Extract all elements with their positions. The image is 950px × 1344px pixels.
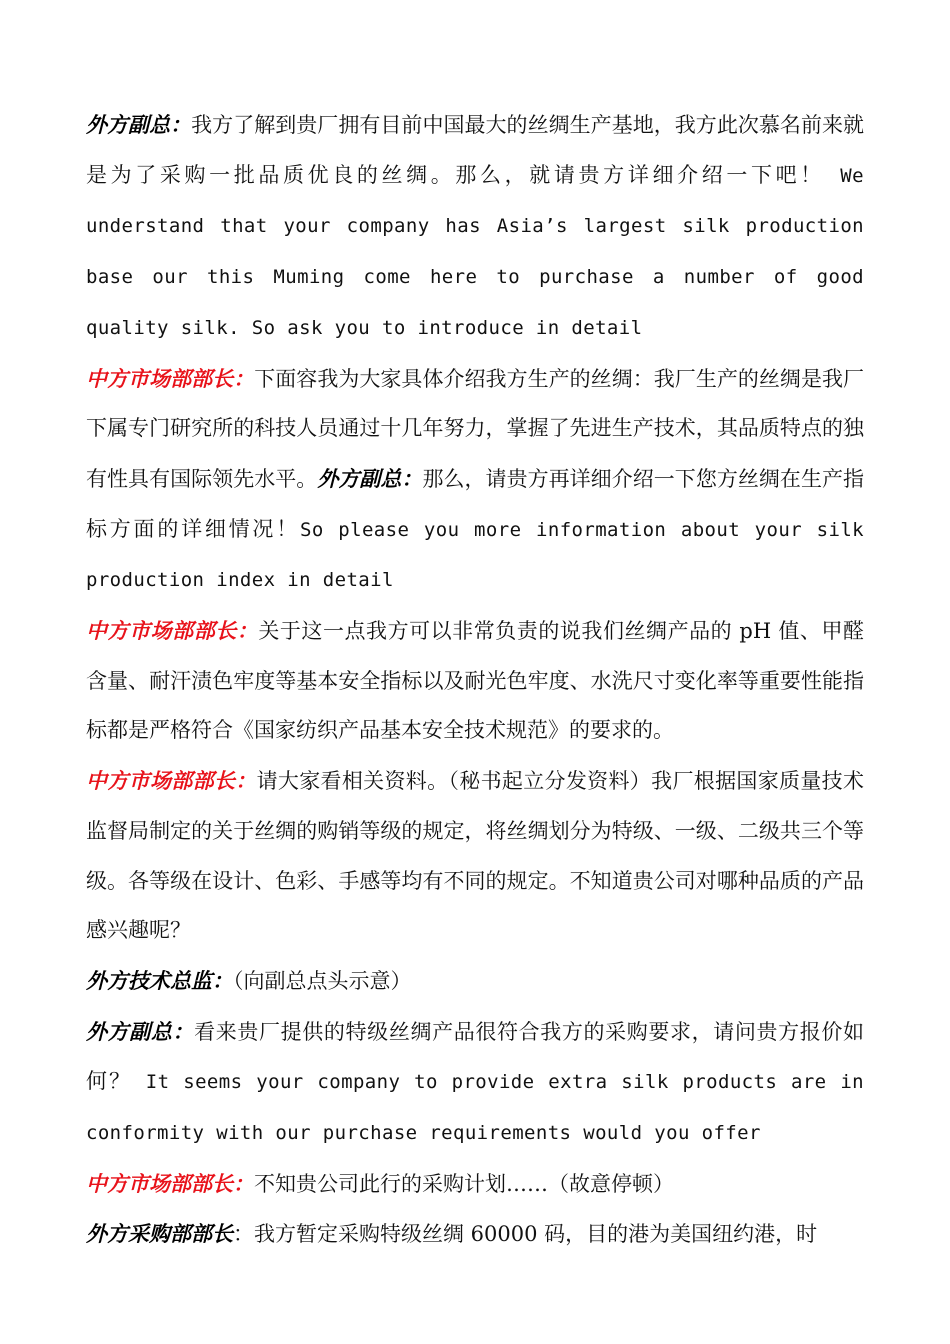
speaker-label-inline: 外方副总： — [317, 465, 423, 491]
document-body — [86, 100, 864, 1260]
dialogue-paragraph-4 — [86, 756, 864, 956]
dialogue-paragraph-7 — [86, 1159, 864, 1210]
english-translation: It seems your company to provide extra silk products are in conformity with our purchase requirements would you offer — [86, 1071, 864, 1145]
speaker-label: 中方市场部部长： — [86, 1170, 254, 1196]
dialogue-text: ：我方暂定采购特级丝绸 60000 码，目的港为美国纽约港，时 — [233, 1222, 818, 1247]
speaker-label: 中方市场部部长： — [86, 618, 259, 644]
dialogue-text: 请大家看相关资料。（秘书起立分发资料）我厂根据国家质量技术监督局制定的关于丝绸的购销等级的规定，将丝绸划分为特级、一级、二级共三个等级。各等级在设计、色彩、手感等均有不同的规定。不知道贵公司对哪种品质的产品感兴趣呢？ — [86, 769, 865, 943]
speaker-label: 外方采购部部长 — [86, 1221, 233, 1247]
dialogue-text: 下面容我为大家具体介绍我方生产的丝绸：我厂生产的丝绸是我厂下属专门研究所的科技人员通过十几年努力，掌握了先进生产技术，其品质特点的独有性具有国际领先水平。 — [86, 366, 865, 491]
dialogue-text: 看来贵厂提供的特级丝绸产品很符合我方的采购要求，请问贵方报价如何？ — [86, 1019, 865, 1094]
dialogue-paragraph-8 — [86, 1209, 864, 1260]
english-translation: So please you more information about your silk production index in detail — [86, 518, 865, 592]
speaker-label: 中方市场部部长： — [86, 365, 255, 391]
dialogue-paragraph-3 — [86, 606, 864, 756]
speaker-label: 外方技术总监： — [86, 967, 233, 993]
dialogue-paragraph-5 — [86, 956, 864, 1007]
dialogue-paragraph-1 — [86, 100, 864, 354]
speaker-label: 外方副总： — [86, 1018, 195, 1044]
dialogue-text-inline: 那么，请贵方再详细介绍一下您方丝绸在生产指标方面的详细情况！ — [86, 466, 865, 541]
dialogue-text: 我方了解到贵厂拥有目前中国最大的丝绸生产基地，我方此次慕名前来就是为了采购一批品质优良的丝绸。那么，就请贵方详细介绍一下吧！ — [86, 113, 864, 187]
speaker-label: 外方副总： — [86, 112, 192, 137]
dialogue-text: 不知贵公司此行的采购计划……（故意停顿） — [254, 1171, 674, 1196]
dialogue-text: 关于这一点我方可以非常负责的说我们丝绸产品的 pH 值、甲醛含量、耐汗渍色牢度等基本安全指标以及耐光色牢度、水洗尺寸变化率等重要性能指标都是严格符合《国家纺织产品基本安全技术规范》的要求的。 — [86, 619, 865, 743]
english-translation: We understand that your company has Asia’s largest silk production base our this Muming come here to purchase a number of good quality silk. So ask you to introduce in detail — [86, 164, 864, 339]
dialogue-paragraph-6 — [86, 1007, 864, 1159]
speaker-label: 中方市场部部长： — [86, 768, 257, 794]
dialogue-paragraph-2 — [86, 354, 864, 607]
dialogue-text: （向副总点头示意） — [233, 968, 412, 993]
